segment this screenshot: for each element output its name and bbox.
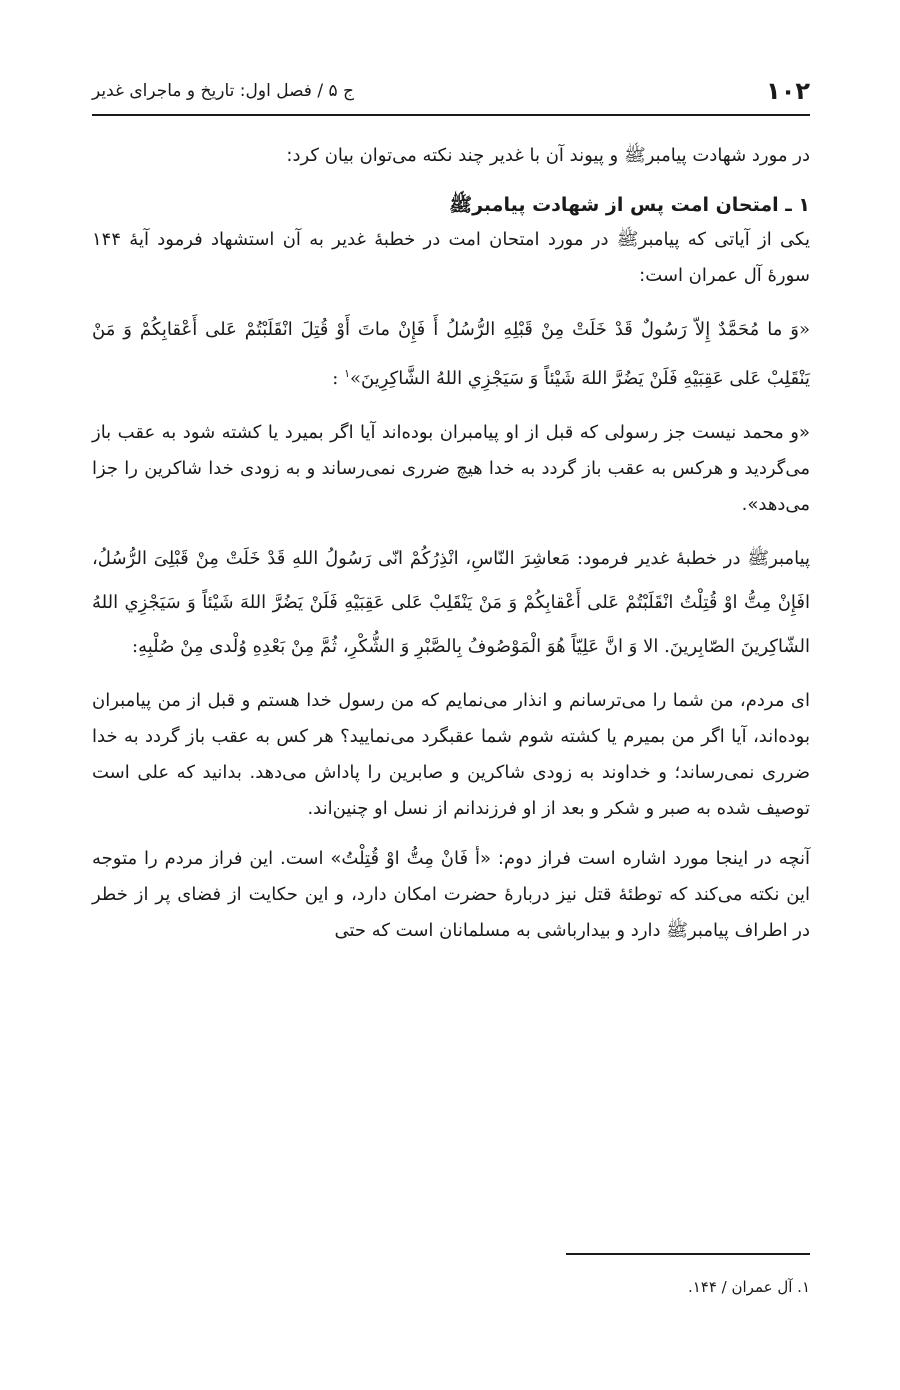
sermon-quote [92,537,810,669]
quran-verse-text: «وَ ما مُحَمَّدٌ إِلاّ رَسُولٌ قَدْ خَلَتْ مِنْ قَبْلِهِ الرُّسُلُ أَ فَإِنْ ماتَ أَوْ قُتِلَ انْقَلَبْتُمْ عَلى أَعْقابِكُمْ وَ مَنْ يَنْقَلِبْ عَلى عَقِبَيْهِ فَلَنْ يَضُرَّ اللهَ شَيْئاً وَ سَيَجْزِي اللهُ الشَّاكِرِينَ» [92,319,810,389]
verse-colon: : [332,368,345,389]
footnote: ۱. آل عمران / ۱۴۴. [687,1278,810,1296]
sermon-intro: پیامبرﷺ در خطبۀ غدیر فرمود: [570,548,811,569]
paragraph-verse-intro: یکی از آیاتی که پیامبرﷺ در مورد امتحان امت در خطبۀ غدیر به آن استشهاد فرمود آیۀ ۱۴۴ سورۀ آل عمران است: [92,229,810,286]
quran-verse [92,308,810,401]
section-heading: ۱ ـ امتحان امت پس از شهادت پیامبرﷺ [449,194,810,216]
intro-paragraph: در مورد شهادت پیامبرﷺ و پیوند آن با غدیر چند نکته می‌توان بیان کرد: [286,145,810,166]
final-paragraph: آنچه در اینجا مورد اشاره است فراز دوم: «أ فَانْ مِتُّ اوْ قُتِلْتُ» است. این فراز مردم را متوجه این نکته می‌کند که توطئۀ قتل نیز دربارۀ حضرت امکان دارد، و این حکایت از فضای پر از خطر در اطراف پیامبرﷺ دارد و بیدارباشی به مسلمانان است که حتی [92,848,810,941]
footnote-marker[interactable]: ۱ [344,367,350,380]
page-body [92,138,810,949]
page-number: ۱۰۲ [766,77,810,105]
sermon-arabic-text: مَعاشِرَ النّاسِ، انْذِرُكُمْ انّی رَسُولُ اللهِ قَدْ خَلَتْ مِنْ قَبْلِیَ الرُّسُلُ، افَإِنْ مِتُّ اوْ قُتِلْتُ انْقَلَبْتُمْ عَلى أَعْقابِكُمْ وَ مَنْ يَنْقَلِبْ عَلى عَقِبَيْهِ فَلَنْ يَضُرَّ اللهَ شَيْئاً وَ سَيَجْزِي اللهُ الشّاكِرينَ الصّابِرينَ. الا وَ انَّ عَلِيّاً هُوَ الْمَوْصُوفُ بِالصَّبْرِ وَ الشُّكْرِ، ثُمَّ مِنْ بَعْدِهِ وُلْدی مِنْ صُلْبِهِ: [92,548,810,657]
verse-translation: «و محمد نیست جز رسولی که قبل از او پیامبران بوده‌اند آیا اگر بمیرد یا کشته شود به عقب باز می‌گردید و هرکس به عقب باز گردد به خدا هیچ ضرری نمی‌رساند و به زودی خدا شاکرین را جزا می‌دهد». [92,422,810,515]
running-title: ج ۵ / فصل اول: تاریخ و ماجرای غدیر [92,81,355,101]
sermon-translation: ای مردم، من شما را می‌ترسانم و انذار می‌نمایم که من رسول خدا هستم و قبل از من پیامبران بوده‌اند، آیا اگر من بمیرم یا کشته شوم شما عقبگرد می‌نمایید؟ هر کس به عقب باز گردد به خدا ضرری نمی‌رساند؛ و خداوند به زودی شاکرین و صابرین را پاداش می‌دهد. بدانید که علی است توصیف شده به صبر و شکر و بعد از او فرزندانم از نسل او چنین‌اند. [92,690,810,819]
page-header [92,68,810,116]
footnote-divider [566,1253,810,1255]
